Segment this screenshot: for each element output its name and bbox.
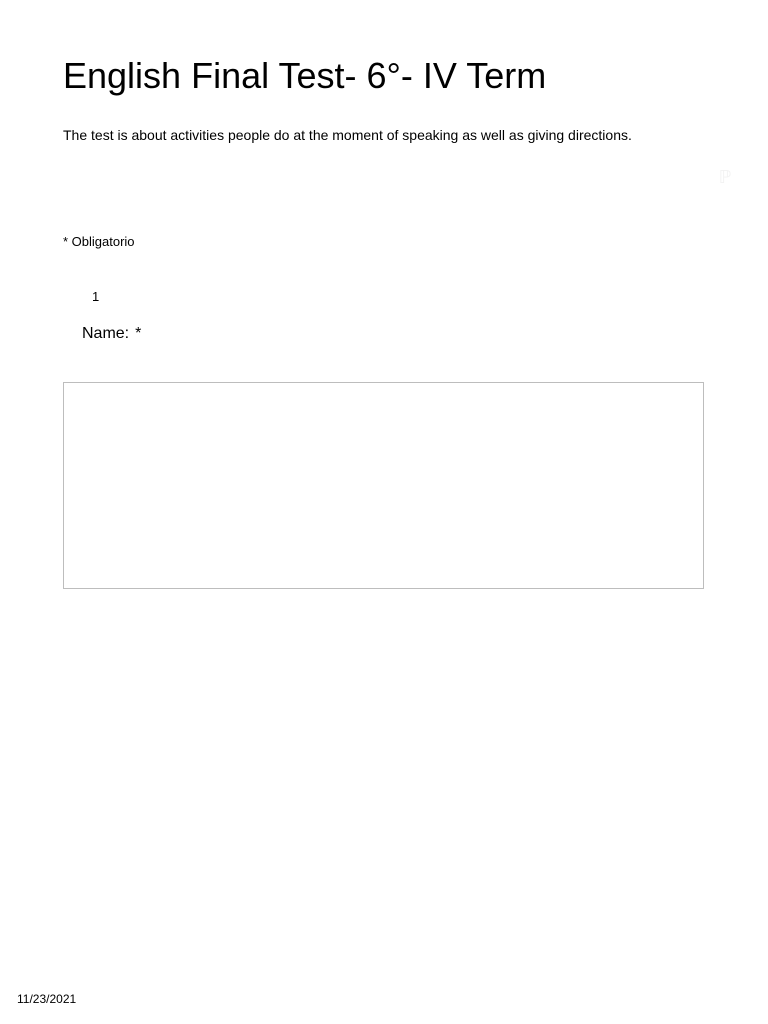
required-marker: * bbox=[135, 325, 142, 342]
footer-date: 11/23/2021 bbox=[17, 992, 77, 1006]
faint-mark-icon: ℙ bbox=[718, 167, 732, 187]
form-description: The test is about activities people do at the moment of speaking as well as giving directions. bbox=[63, 127, 632, 143]
question-number: 1 bbox=[92, 289, 100, 304]
question-label-text: Name: bbox=[82, 325, 130, 342]
name-answer-field[interactable] bbox=[63, 382, 704, 589]
required-note: * Obligatorio bbox=[63, 234, 135, 249]
form-title: English Final Test- 6°- IV Term bbox=[63, 55, 547, 96]
question-label bbox=[82, 324, 141, 344]
